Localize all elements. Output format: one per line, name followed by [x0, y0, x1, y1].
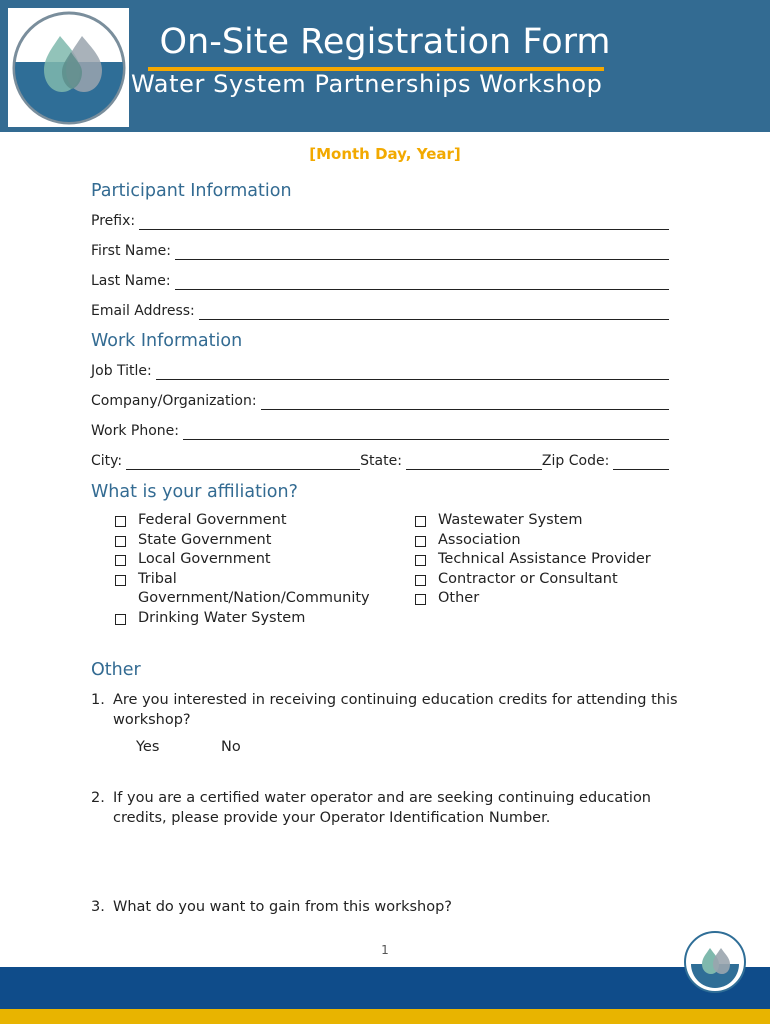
question-number: 2. [91, 790, 105, 806]
work-phone-field[interactable] [91, 418, 669, 440]
job-title-input-line[interactable] [156, 362, 669, 380]
page-number: 1 [381, 943, 389, 957]
checkbox-icon[interactable] [415, 536, 426, 547]
affiliation-option[interactable] [111, 609, 396, 629]
prefix-label: Prefix: [91, 213, 136, 229]
checkbox-icon[interactable] [115, 536, 126, 547]
checkbox-icon[interactable] [415, 594, 426, 605]
first-name-field[interactable] [91, 238, 669, 260]
form-subtitle: Water System Partnerships Workshop [131, 70, 603, 98]
affiliation-option[interactable] [411, 550, 711, 570]
water-drops-logo-icon [8, 8, 129, 127]
affiliation-option[interactable] [411, 531, 711, 551]
option-label: Drinking Water System [138, 609, 306, 626]
job-title-label: Job Title: [91, 363, 152, 379]
work-phone-input-line[interactable] [183, 422, 669, 440]
checkbox-icon[interactable] [115, 555, 126, 566]
first-name-input-line[interactable] [175, 242, 669, 260]
first-name-label: First Name: [91, 243, 171, 259]
affiliation-option[interactable] [411, 511, 711, 531]
affiliation-left-list [111, 511, 396, 628]
state-input-line[interactable] [406, 452, 542, 470]
affiliation-option[interactable] [111, 550, 396, 570]
checkbox-icon[interactable] [115, 516, 126, 527]
no-option[interactable]: No [221, 739, 241, 755]
footer-gold-band [0, 1009, 770, 1024]
prefix-field[interactable] [91, 208, 669, 230]
affiliation-option[interactable] [111, 531, 396, 551]
option-label: Contractor or Consultant [438, 570, 618, 587]
question-text: What do you want to gain from this workshop? [113, 899, 452, 915]
option-label: Technical Assistance Provider [438, 551, 651, 567]
checkbox-icon[interactable] [115, 614, 126, 625]
header-banner [0, 0, 770, 132]
city-label: City: [91, 453, 123, 469]
footer-blue-band [0, 967, 770, 1009]
option-label: State Government [138, 531, 272, 548]
footer-logo-icon [683, 930, 747, 994]
participant-heading: Participant Information [91, 181, 292, 201]
address-field-row [91, 448, 669, 470]
question-number: 1. [91, 692, 105, 708]
work-heading: Work Information [91, 331, 243, 351]
job-title-field[interactable] [91, 358, 669, 380]
checkbox-icon[interactable] [415, 516, 426, 527]
last-name-label: Last Name: [91, 273, 171, 289]
affiliation-option[interactable] [111, 511, 396, 531]
option-label: Wastewater System [438, 512, 583, 528]
work-phone-label: Work Phone: [91, 423, 179, 439]
option-label: Federal Government [138, 512, 287, 528]
zip-input-line[interactable] [613, 452, 669, 470]
yes-option[interactable]: Yes [136, 739, 160, 755]
question-2 [91, 788, 691, 828]
affiliation-heading: What is your affiliation? [91, 482, 298, 502]
other-heading: Other [91, 660, 141, 680]
checkbox-icon[interactable] [415, 555, 426, 566]
email-field[interactable] [91, 298, 669, 320]
email-input-line[interactable] [199, 302, 669, 320]
question-text: If you are a certified water operator and are seeking continuing education credits, please provide your Operator Identification Number. [113, 790, 652, 826]
checkbox-icon[interactable] [115, 575, 126, 586]
city-input-line[interactable] [126, 452, 360, 470]
affiliation-option[interactable] [111, 570, 396, 609]
question-text: Are you interested in receiving continuing education credits for attending this workshop? [113, 692, 678, 728]
form-title: On-Site Registration Form [159, 22, 611, 62]
affiliation-option[interactable] [411, 570, 711, 590]
event-date: [Month Day, Year] [309, 145, 461, 163]
last-name-input-line[interactable] [175, 272, 669, 290]
company-input-line[interactable] [261, 392, 669, 410]
option-label: Association [438, 531, 521, 548]
option-label: Tribal Government/Nation/Community [138, 570, 370, 606]
option-label: Local Government [138, 551, 271, 567]
company-label: Company/Organization: [91, 393, 257, 409]
question-3 [91, 897, 691, 917]
email-label: Email Address: [91, 303, 195, 319]
state-label: State: [360, 453, 402, 469]
prefix-input-line[interactable] [139, 212, 669, 230]
affiliation-option[interactable] [411, 589, 711, 609]
option-label: Other [438, 590, 480, 606]
question-1 [91, 690, 691, 730]
question-number: 3. [91, 899, 105, 915]
company-field[interactable] [91, 388, 669, 410]
affiliation-right-list [411, 511, 711, 609]
zip-label: Zip Code: [541, 453, 610, 469]
last-name-field[interactable] [91, 268, 669, 290]
checkbox-icon[interactable] [415, 575, 426, 586]
